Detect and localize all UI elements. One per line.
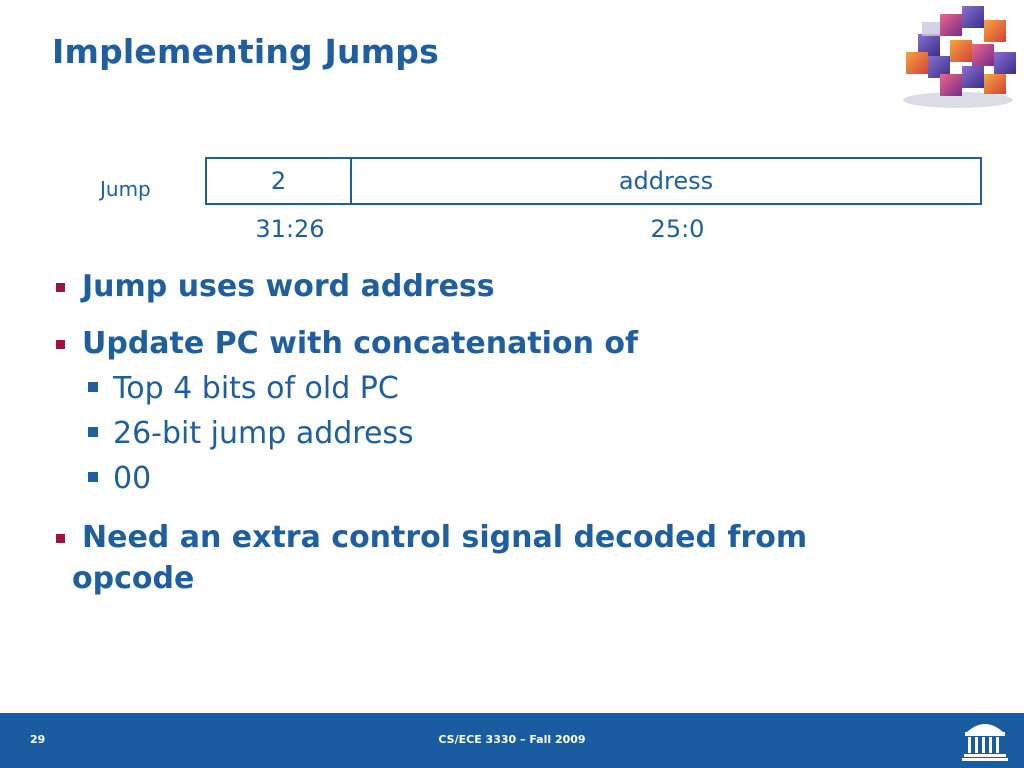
bullet-item bbox=[56, 323, 638, 364]
bullet-text: Jump uses word address bbox=[82, 269, 495, 304]
page-number: 29 bbox=[30, 733, 46, 746]
bullet-text-line1: Need an extra control signal decoded from bbox=[82, 520, 808, 555]
rotunda-building-icon bbox=[961, 716, 1009, 762]
sub-bullet-text: 00 bbox=[113, 461, 152, 496]
bullet-continuation bbox=[72, 558, 194, 599]
address-field bbox=[350, 157, 982, 205]
instruction-type-label: Jump bbox=[100, 177, 151, 201]
sub-bullet-marker-icon bbox=[88, 427, 98, 437]
sub-bullet-item bbox=[88, 371, 399, 406]
opcode-field-value: 2 bbox=[270, 167, 287, 195]
bullet-text-line2: opcode bbox=[72, 561, 195, 596]
colored-cubes-logo-icon bbox=[888, 0, 1024, 112]
sub-bullet-text: 26-bit jump address bbox=[113, 416, 414, 451]
bullet-item bbox=[56, 517, 807, 558]
slide-title: Implementing Jumps bbox=[52, 32, 439, 71]
sub-bullet-marker-icon bbox=[88, 382, 98, 392]
sub-bullet-text: Top 4 bits of old PC bbox=[113, 371, 399, 406]
opcode-bit-range: 31:26 bbox=[255, 215, 325, 243]
bullet-text: Update PC with concatenation of bbox=[82, 326, 639, 361]
opcode-field bbox=[205, 157, 352, 205]
sub-bullet-marker-icon bbox=[88, 472, 98, 482]
address-bit-range: 25:0 bbox=[650, 215, 705, 243]
bullet-marker-icon bbox=[56, 534, 65, 543]
footer-bar bbox=[0, 713, 1024, 768]
bullet-marker-icon bbox=[56, 340, 65, 349]
bullet-marker-icon bbox=[56, 283, 65, 292]
bullet-item bbox=[56, 266, 495, 307]
sub-bullet-item bbox=[88, 461, 151, 496]
sub-bullet-item bbox=[88, 416, 414, 451]
course-label: CS/ECE 3330 – Fall 2009 bbox=[438, 733, 586, 746]
address-field-value: address bbox=[618, 167, 714, 195]
